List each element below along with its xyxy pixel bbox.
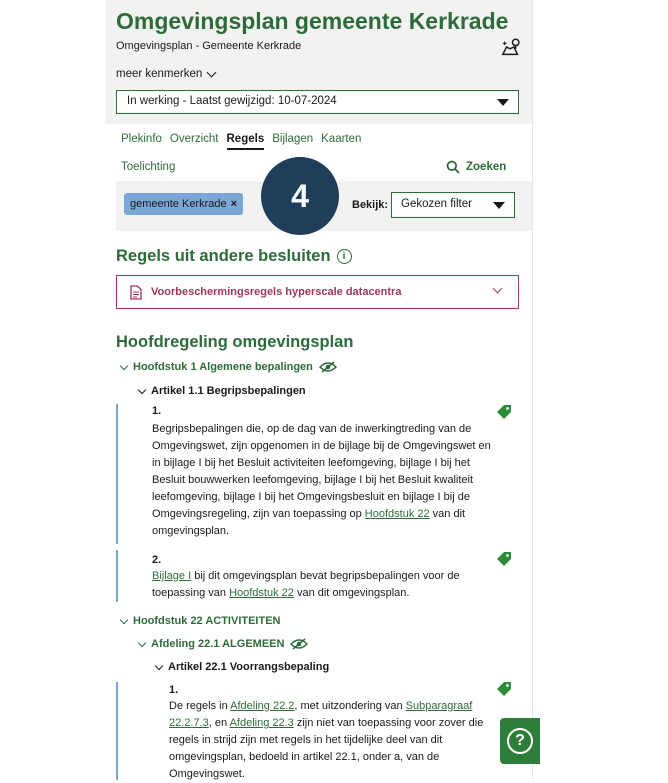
tree-artikel-22-1[interactable] <box>156 661 329 673</box>
dropdown-arrow-icon <box>493 202 505 209</box>
lid-text: Begripsbepalingen die, op de dag van de inwerkingtreding van de Omgevingswet, zijn opgenomen in de bijlage bij de Omgevingswet en in bijlage I bij het Besluit activiteiten leefomgeving, bijlage I bij het Besluit bouwwerken leefomgeving, bijlage I bij het Besluit kwaliteit leefomgeving, bijlage I bij het Omgevingsbesluit en bijlage I bij de Omgevingsregeling, zijn van toepassing op Hoofdstuk 22 van dit omgevingsplan. <box>152 423 491 537</box>
link-subparagraaf-22-2-7-3[interactable]: Subparagraaf 22.2.7.3 <box>169 700 473 729</box>
tag-icon[interactable] <box>496 404 512 420</box>
tree-hoofdstuk-22[interactable] <box>121 615 281 627</box>
lid-text: De regels in Afdeling 22.2, met uitzondering van Subparagraaf 22.2.7.3, en Afdeling 22.3 zijn niet van toepassing voor zover die regels in strijd zijn met regels in het tijdelijke deel van dit omgevingsplan, bedoeld in artikel 22.1, onder a, van de Omgevingswet. <box>169 700 484 780</box>
other-decisions-title: Regels uit andere besluiten <box>116 247 331 265</box>
link-hoofdstuk-22[interactable]: Hoofdstuk 22 <box>364 508 430 520</box>
tree-label: Hoofdstuk 1 Algemene bepalingen <box>133 361 313 373</box>
tab-bar <box>121 133 361 150</box>
lid-bar <box>116 550 118 602</box>
document-icon <box>130 285 142 300</box>
chevron-down-icon <box>138 638 146 646</box>
lid-bar <box>116 682 118 780</box>
other-decisions-heading <box>116 247 352 266</box>
tree-label: Afdeling 22.1 ALGEMEEN <box>151 638 285 650</box>
page-subtitle: Omgevingsplan - Gemeente Kerkrade <box>116 40 302 52</box>
panel-divider <box>532 0 533 780</box>
info-icon[interactable]: i <box>337 249 352 264</box>
link-hoofdstuk-22[interactable]: Hoofdstuk 22 <box>229 587 294 599</box>
zoeken-button[interactable] <box>446 160 506 174</box>
map-pin-icon[interactable] <box>501 36 523 58</box>
other-decisions-accordion[interactable] <box>116 275 519 309</box>
meer-kenmerken-label: meer kenmerken <box>116 68 203 80</box>
bekijk-select[interactable] <box>391 192 515 218</box>
bekijk-select-value: Gekozen filter <box>401 198 472 210</box>
tab-overzicht[interactable]: Overzicht <box>169 133 219 145</box>
tab-kaarten[interactable]: Kaarten <box>321 133 362 145</box>
lid-number: 2. <box>152 554 162 566</box>
tag-icon[interactable] <box>496 681 512 697</box>
main-panel <box>106 0 532 780</box>
tree-hoofdstuk-1[interactable] <box>121 361 337 373</box>
tree-afdeling-22-1[interactable] <box>139 638 308 650</box>
help-button[interactable] <box>500 718 540 764</box>
bekijk-label: Bekijk: <box>352 199 389 211</box>
eye-slash-icon[interactable] <box>319 361 337 373</box>
close-icon[interactable]: × <box>230 198 238 210</box>
tree-label: Hoofdstuk 22 ACTIVITEITEN <box>133 615 281 627</box>
tree-label: Artikel 22.1 Voorrangsbepaling <box>168 661 330 673</box>
main-heading: Hoofdregeling omgevingsplan <box>116 333 354 351</box>
lid-text: Bijlage I bij dit omgevingsplan bevat begripsbepalingen voor de toepassing van Hoofdstuk 22 van dit omgevingsplan. <box>152 570 460 599</box>
link-bijlage-i[interactable]: Bijlage I <box>152 570 192 582</box>
lid-number: 1. <box>152 405 162 417</box>
filter-chip[interactable] <box>124 193 243 215</box>
filter-chip-label: gemeente Kerkrade <box>130 198 227 210</box>
chevron-down-icon <box>155 661 163 669</box>
tag-icon[interactable] <box>496 551 512 567</box>
tab-plekinfo[interactable]: Plekinfo <box>121 133 162 145</box>
version-select[interactable] <box>116 90 519 114</box>
step-badge: 4 <box>261 157 339 235</box>
chevron-down-icon <box>120 615 128 623</box>
chevron-down-icon <box>138 385 146 393</box>
help-icon: ? <box>507 728 533 754</box>
tree-artikel-1-1[interactable] <box>139 385 306 397</box>
tab-regels[interactable]: Regels <box>227 133 265 150</box>
link-afdeling-22-2[interactable]: Afdeling 22.2 <box>230 700 295 712</box>
search-icon <box>446 160 460 174</box>
tree-label: Artikel 1.1 Begripsbepalingen <box>151 385 306 397</box>
chevron-down-icon <box>120 361 128 369</box>
lid-bar <box>116 404 118 544</box>
lid-number: 1. <box>169 684 179 696</box>
page-title: Omgevingsplan gemeente Kerkrade <box>116 8 509 34</box>
dropdown-arrow-icon <box>497 99 509 106</box>
eye-slash-icon[interactable] <box>290 638 308 650</box>
tab-bijlagen[interactable]: Bijlagen <box>272 133 314 145</box>
zoeken-label: Zoeken <box>466 161 507 173</box>
chevron-down-icon <box>207 68 217 78</box>
tab-toelichting[interactable]: Toelichting <box>121 161 176 173</box>
version-select-value: In werking - Laatst gewijzigd: 10-07-2024 <box>127 95 337 107</box>
accordion-label: Voorbeschermingsregels hyperscale datacentra <box>151 286 402 298</box>
link-afdeling-22-3[interactable]: Afdeling 22.3 <box>229 717 294 729</box>
chevron-down-icon <box>493 284 503 294</box>
meer-kenmerken-toggle[interactable] <box>116 68 215 80</box>
